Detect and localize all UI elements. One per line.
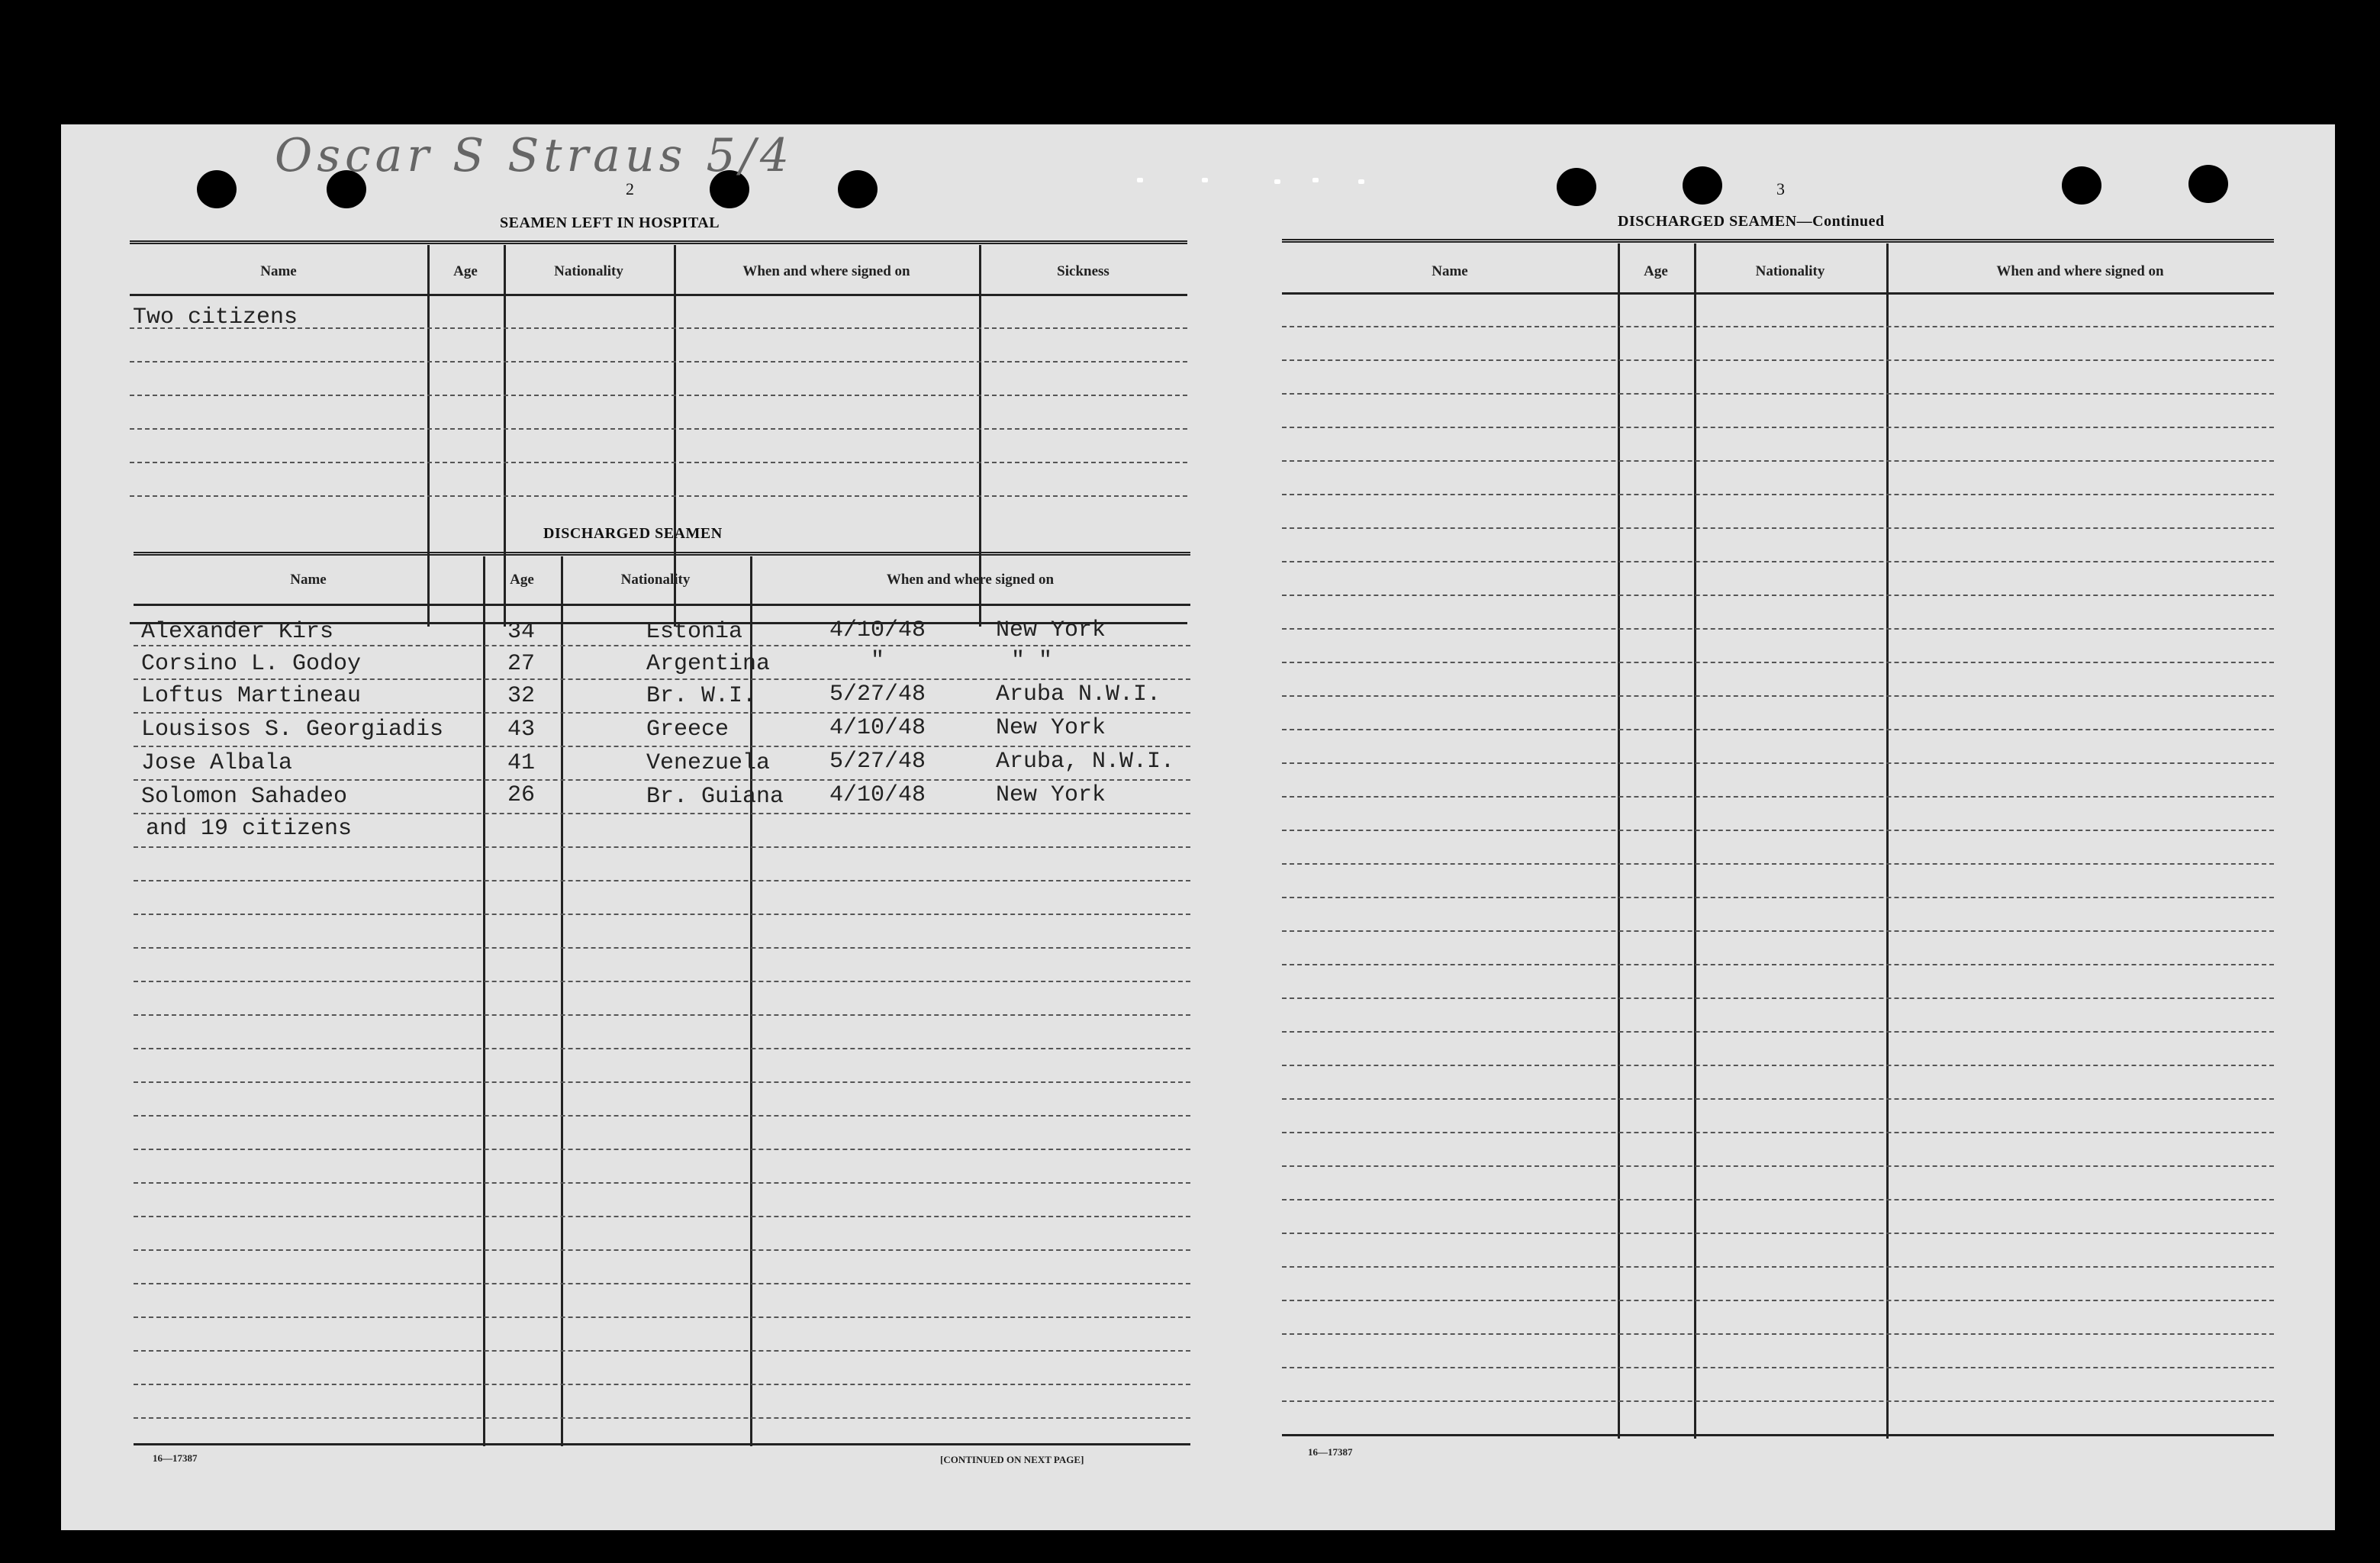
discharged-bottom-rule <box>134 1443 1190 1445</box>
discharged-header-nationality: Nationality <box>620 572 691 588</box>
row-line <box>130 428 1187 430</box>
discharged-header-age: Age <box>510 572 534 588</box>
punch-hole <box>2188 165 2228 203</box>
punch-hole <box>838 170 878 208</box>
speck <box>1274 179 1280 184</box>
seaman-nationality: Argentina <box>646 651 771 677</box>
seaman-age: 41 <box>507 750 536 776</box>
row-line <box>134 1014 1190 1016</box>
row-line <box>1282 796 2274 798</box>
seaman-signed-date: " <box>871 648 885 674</box>
row-line <box>1282 527 2274 529</box>
row-line <box>1282 1098 2274 1100</box>
form-number-right: 16—17387 <box>1308 1446 1353 1458</box>
row-line <box>1282 1367 2274 1368</box>
seaman-name: Lousisos S. Georgiadis <box>141 717 444 743</box>
punch-hole <box>1683 166 1722 205</box>
column-divider <box>1694 243 1696 1439</box>
column-divider <box>1618 243 1620 1439</box>
row-line <box>1282 1333 2274 1335</box>
row-line <box>1282 393 2274 395</box>
row-line <box>1282 427 2274 428</box>
continued-header-name: Name <box>1432 263 1468 279</box>
hospital-header-age: Age <box>453 263 478 279</box>
discharged-continued-title: DISCHARGED SEAMEN—Continued <box>1618 213 1885 230</box>
seaman-signed-place: New York <box>996 715 1106 741</box>
row-line <box>1282 729 2274 730</box>
hospital-header-nationality: Nationality <box>554 263 623 279</box>
discharged-section-title: DISCHARGED SEAMEN <box>543 525 723 542</box>
row-line <box>1282 930 2274 932</box>
form-number-left: 16—17387 <box>153 1452 198 1464</box>
row-line <box>1282 830 2274 831</box>
row-line <box>134 1216 1190 1217</box>
seaman-age: 32 <box>507 683 536 709</box>
continued-header-nationality: Nationality <box>1755 263 1825 279</box>
continued-top-rule <box>1282 239 2274 243</box>
row-line <box>134 1316 1190 1318</box>
speck <box>1137 178 1143 182</box>
row-line <box>134 947 1190 949</box>
header-underline <box>1282 292 2274 295</box>
right-page-number: 3 <box>1776 179 1785 198</box>
seaman-signed-date: 4/10/48 <box>829 715 926 741</box>
row-line <box>1282 494 2274 495</box>
seaman-signed-date: 4/10/48 <box>829 617 926 643</box>
row-line <box>134 914 1190 915</box>
row-line <box>134 712 1190 714</box>
seaman-signed-place: New York <box>996 617 1106 643</box>
discharged-table <box>134 556 1190 1446</box>
seaman-signed-place: Aruba, N.W.I. <box>996 749 1175 775</box>
row-line <box>1282 662 2274 663</box>
seaman-signed-date: 5/27/48 <box>829 749 926 775</box>
seaman-name: and 19 citizens <box>146 816 353 842</box>
speck <box>1202 178 1208 182</box>
seaman-name: Corsino L. Godoy <box>141 651 362 677</box>
row-line <box>130 395 1187 396</box>
discharged-top-rule <box>134 552 1190 556</box>
hospital-row-name: Two citizens <box>133 305 298 330</box>
row-line <box>1282 1065 2274 1066</box>
row-line <box>1282 1233 2274 1234</box>
seaman-age: 26 <box>507 782 536 808</box>
header-underline <box>134 604 1190 606</box>
handwritten-vessel-note: Oscar S Straus 5/4 <box>275 129 794 182</box>
seaman-name: Loftus Martineau <box>141 683 362 709</box>
hospital-header-signed-on: When and where signed on <box>742 263 910 279</box>
row-line <box>1282 897 2274 898</box>
seaman-signed-date: 5/27/48 <box>829 682 926 707</box>
discharged-header-name: Name <box>290 572 327 588</box>
row-line <box>130 495 1187 497</box>
row-line <box>1282 1165 2274 1167</box>
speck <box>1312 178 1319 182</box>
row-line <box>134 1417 1190 1419</box>
row-line <box>1282 762 2274 764</box>
row-line <box>1282 359 2274 361</box>
seaman-nationality: Br. W.I. <box>646 683 757 709</box>
left-page-number: 2 <box>626 179 634 198</box>
row-line <box>1282 695 2274 697</box>
row-line <box>1282 1132 2274 1133</box>
row-line <box>134 1048 1190 1049</box>
hospital-header-name: Name <box>260 263 297 279</box>
header-underline <box>130 294 1187 296</box>
speck <box>1358 179 1364 184</box>
row-line <box>1282 595 2274 596</box>
discharged-header-signed-on: When and where signed on <box>886 572 1055 588</box>
row-line <box>1282 863 2274 865</box>
continued-header-age: Age <box>1644 263 1668 279</box>
row-line <box>134 1350 1190 1352</box>
row-line <box>134 1249 1190 1251</box>
seaman-age: 43 <box>507 717 536 743</box>
punch-hole <box>2062 166 2101 205</box>
punch-hole <box>197 170 237 208</box>
continued-note: [CONTINUED ON NEXT PAGE] <box>940 1454 1084 1465</box>
seaman-signed-place: " " <box>1011 648 1053 674</box>
punch-hole <box>1557 168 1596 206</box>
row-line <box>1282 561 2274 562</box>
seaman-signed-place: Aruba N.W.I. <box>996 682 1161 707</box>
seaman-name: Solomon Sahadeo <box>141 784 348 810</box>
row-line <box>1282 1300 2274 1301</box>
row-line <box>1282 1266 2274 1268</box>
row-line <box>130 462 1187 463</box>
row-line <box>134 645 1190 646</box>
seaman-nationality: Greece <box>646 717 729 743</box>
seaman-signed-place: New York <box>996 782 1106 808</box>
row-line <box>134 813 1190 814</box>
column-divider <box>1886 243 1889 1439</box>
row-line <box>134 981 1190 982</box>
row-line <box>134 880 1190 881</box>
row-line <box>1282 326 2274 327</box>
row-line <box>134 1081 1190 1083</box>
hospital-header-sickness: Sickness <box>1057 263 1109 279</box>
row-line <box>134 678 1190 680</box>
row-line <box>134 1283 1190 1284</box>
discharged-continued-table <box>1282 243 2274 1439</box>
row-line <box>1282 628 2274 630</box>
row-line <box>1282 460 2274 462</box>
seaman-nationality: Br. Guiana <box>646 784 784 810</box>
row-line <box>130 361 1187 363</box>
seaman-nationality: Venezuela <box>646 750 771 776</box>
column-divider <box>561 556 563 1446</box>
row-line <box>134 1115 1190 1117</box>
row-line <box>134 1149 1190 1150</box>
seaman-name: Alexander Kirs <box>141 619 334 645</box>
continued-bottom-rule <box>1282 1434 2274 1436</box>
row-line <box>134 746 1190 747</box>
row-line <box>1282 997 2274 999</box>
row-line <box>134 779 1190 781</box>
row-line <box>1282 1199 2274 1200</box>
column-divider <box>483 556 485 1446</box>
row-line <box>134 1182 1190 1184</box>
row-line <box>1282 1031 2274 1033</box>
row-line <box>1282 1400 2274 1402</box>
continued-header-signed-on: When and where signed on <box>1996 263 2164 279</box>
document-sheet <box>61 124 2335 1530</box>
seaman-nationality: Estonia <box>646 619 743 645</box>
seaman-age: 27 <box>507 651 536 677</box>
row-line <box>134 1384 1190 1385</box>
hospital-section-title: SEAMEN LEFT IN HOSPITAL <box>500 214 720 231</box>
row-line <box>134 846 1190 848</box>
row-line <box>1282 964 2274 965</box>
hospital-top-rule <box>130 240 1187 244</box>
seaman-name: Jose Albala <box>141 750 293 776</box>
seaman-age: 34 <box>507 619 536 645</box>
seaman-signed-date: 4/10/48 <box>829 782 926 808</box>
